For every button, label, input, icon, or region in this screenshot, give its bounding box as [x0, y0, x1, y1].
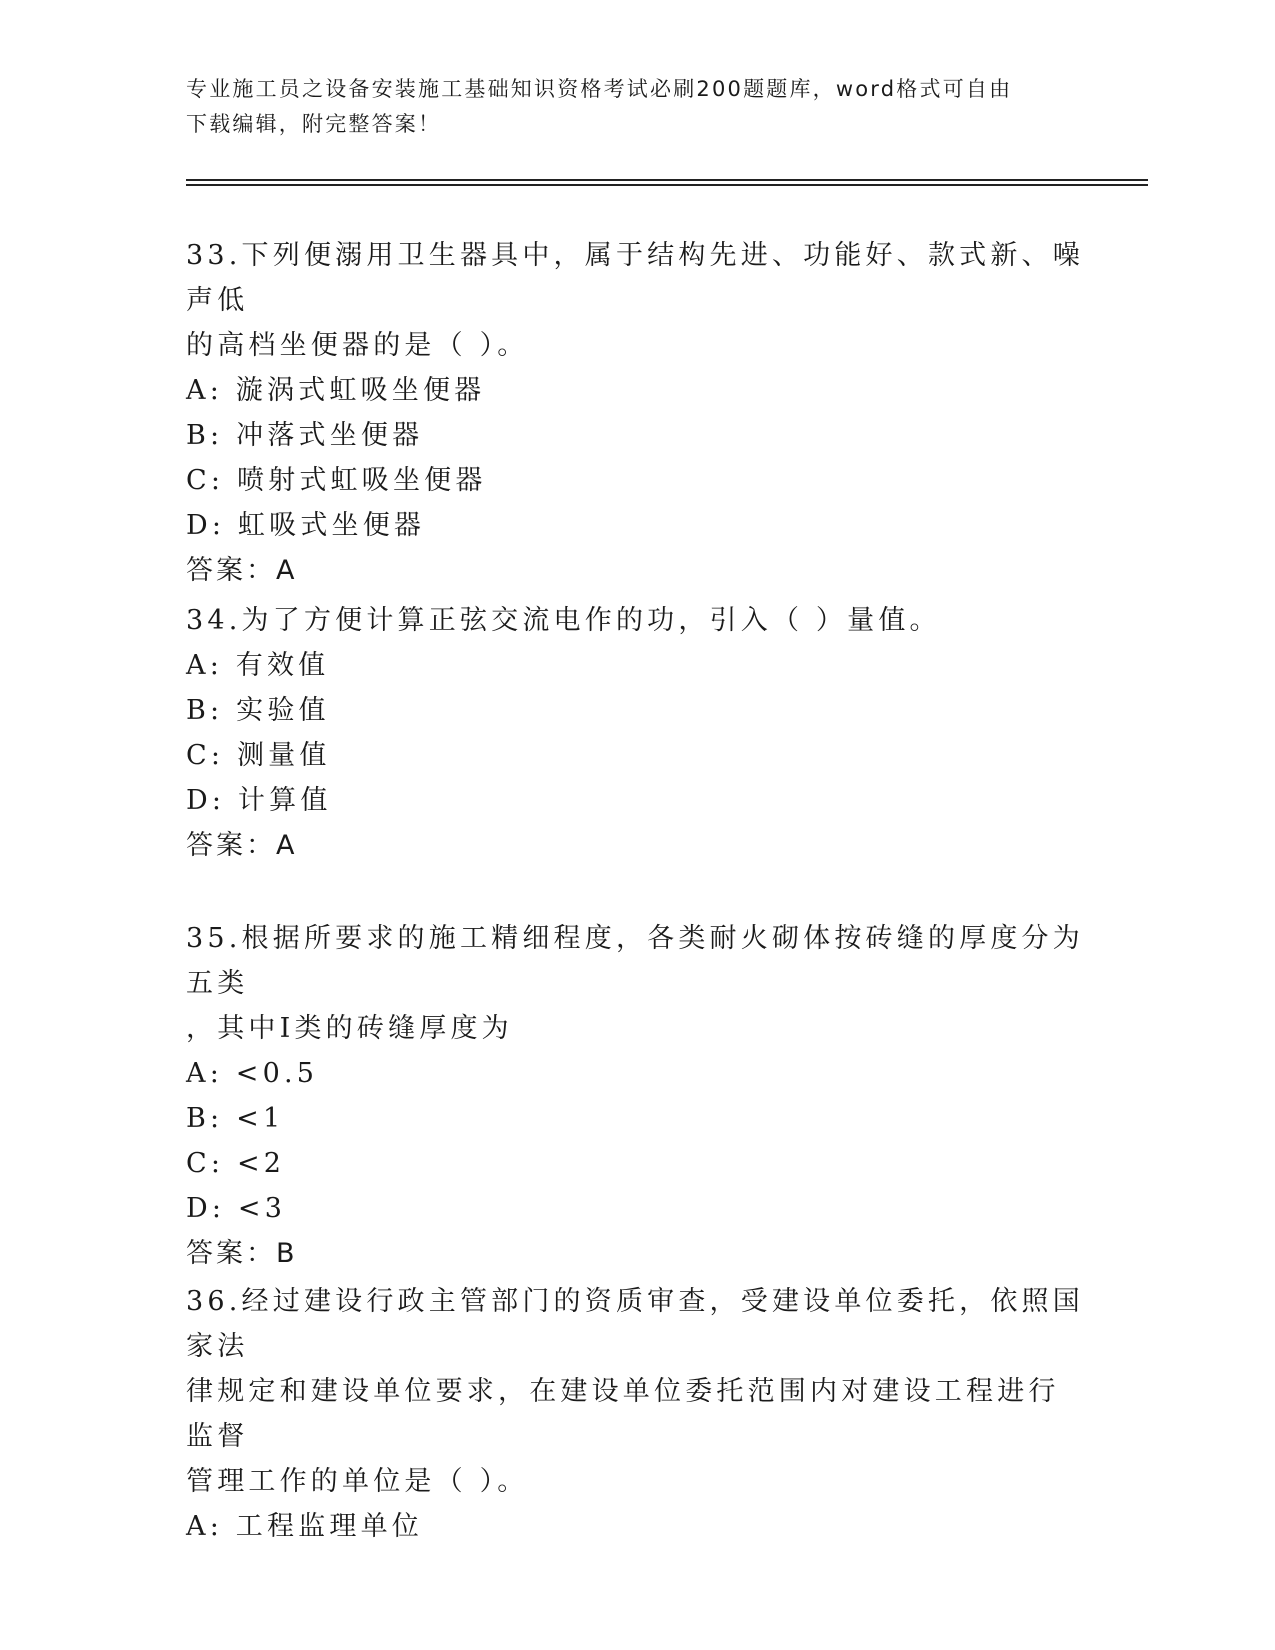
- question-36: [186, 1279, 1086, 1549]
- option-a: A: 漩涡式虹吸坐便器: [186, 375, 486, 406]
- answer: 答案：B: [186, 1238, 298, 1269]
- question-stem-line: 的高档坐便器的是（ ）。: [186, 330, 529, 361]
- question-stem-line: 35.根据所要求的施工精细程度，各类耐火砌体按砖缝的厚度分为五类: [186, 923, 1084, 999]
- option-b: B: <1: [186, 1103, 285, 1134]
- header-divider-bottom: [186, 184, 1148, 186]
- answer: 答案：A: [186, 555, 298, 586]
- question-33: [186, 233, 1086, 593]
- question-stem-line: 34.为了方便计算正弦交流电作的功，引入（ ）量值。: [186, 605, 941, 636]
- option-b: B: 冲落式坐便器: [186, 420, 424, 451]
- question-34: [186, 598, 1086, 868]
- document-header: [186, 72, 1066, 142]
- question-stem-line: 律规定和建设单位要求，在建设单位委托范围内对建设工程进行监督: [186, 1376, 1060, 1452]
- header-divider-top: [186, 179, 1148, 181]
- option-c: C: <2: [186, 1148, 286, 1179]
- option-d: D: 计算值: [186, 785, 332, 816]
- option-b: B: 实验值: [186, 695, 330, 726]
- answer: 答案：A: [186, 830, 298, 861]
- question-stem-line: ，其中Ⅰ类的砖缝厚度为: [186, 1013, 513, 1044]
- question-35: [186, 916, 1086, 1276]
- header-line-2: 下载编辑，附完整答案！: [186, 112, 442, 136]
- question-stem-line: 36.经过建设行政主管部门的资质审查，受建设单位委托，依照国家法: [186, 1286, 1084, 1362]
- option-a: A: 工程监理单位: [186, 1511, 423, 1542]
- option-c: C: 测量值: [186, 740, 331, 771]
- question-stem-line: 管理工作的单位是（ ）。: [186, 1466, 529, 1497]
- option-c: C: 喷射式虹吸坐便器: [186, 465, 487, 496]
- option-d: D: 虹吸式坐便器: [186, 510, 426, 541]
- header-line-1: 专业施工员之设备安装施工基础知识资格考试必刷200题题库，word格式可自由: [186, 77, 1013, 101]
- question-stem-line: 33.下列便溺用卫生器具中，属于结构先进、功能好、款式新、噪声低: [186, 240, 1084, 316]
- option-d: D: <3: [186, 1193, 287, 1224]
- option-a: A: <0.5: [186, 1058, 319, 1089]
- option-a: A: 有效值: [186, 650, 330, 681]
